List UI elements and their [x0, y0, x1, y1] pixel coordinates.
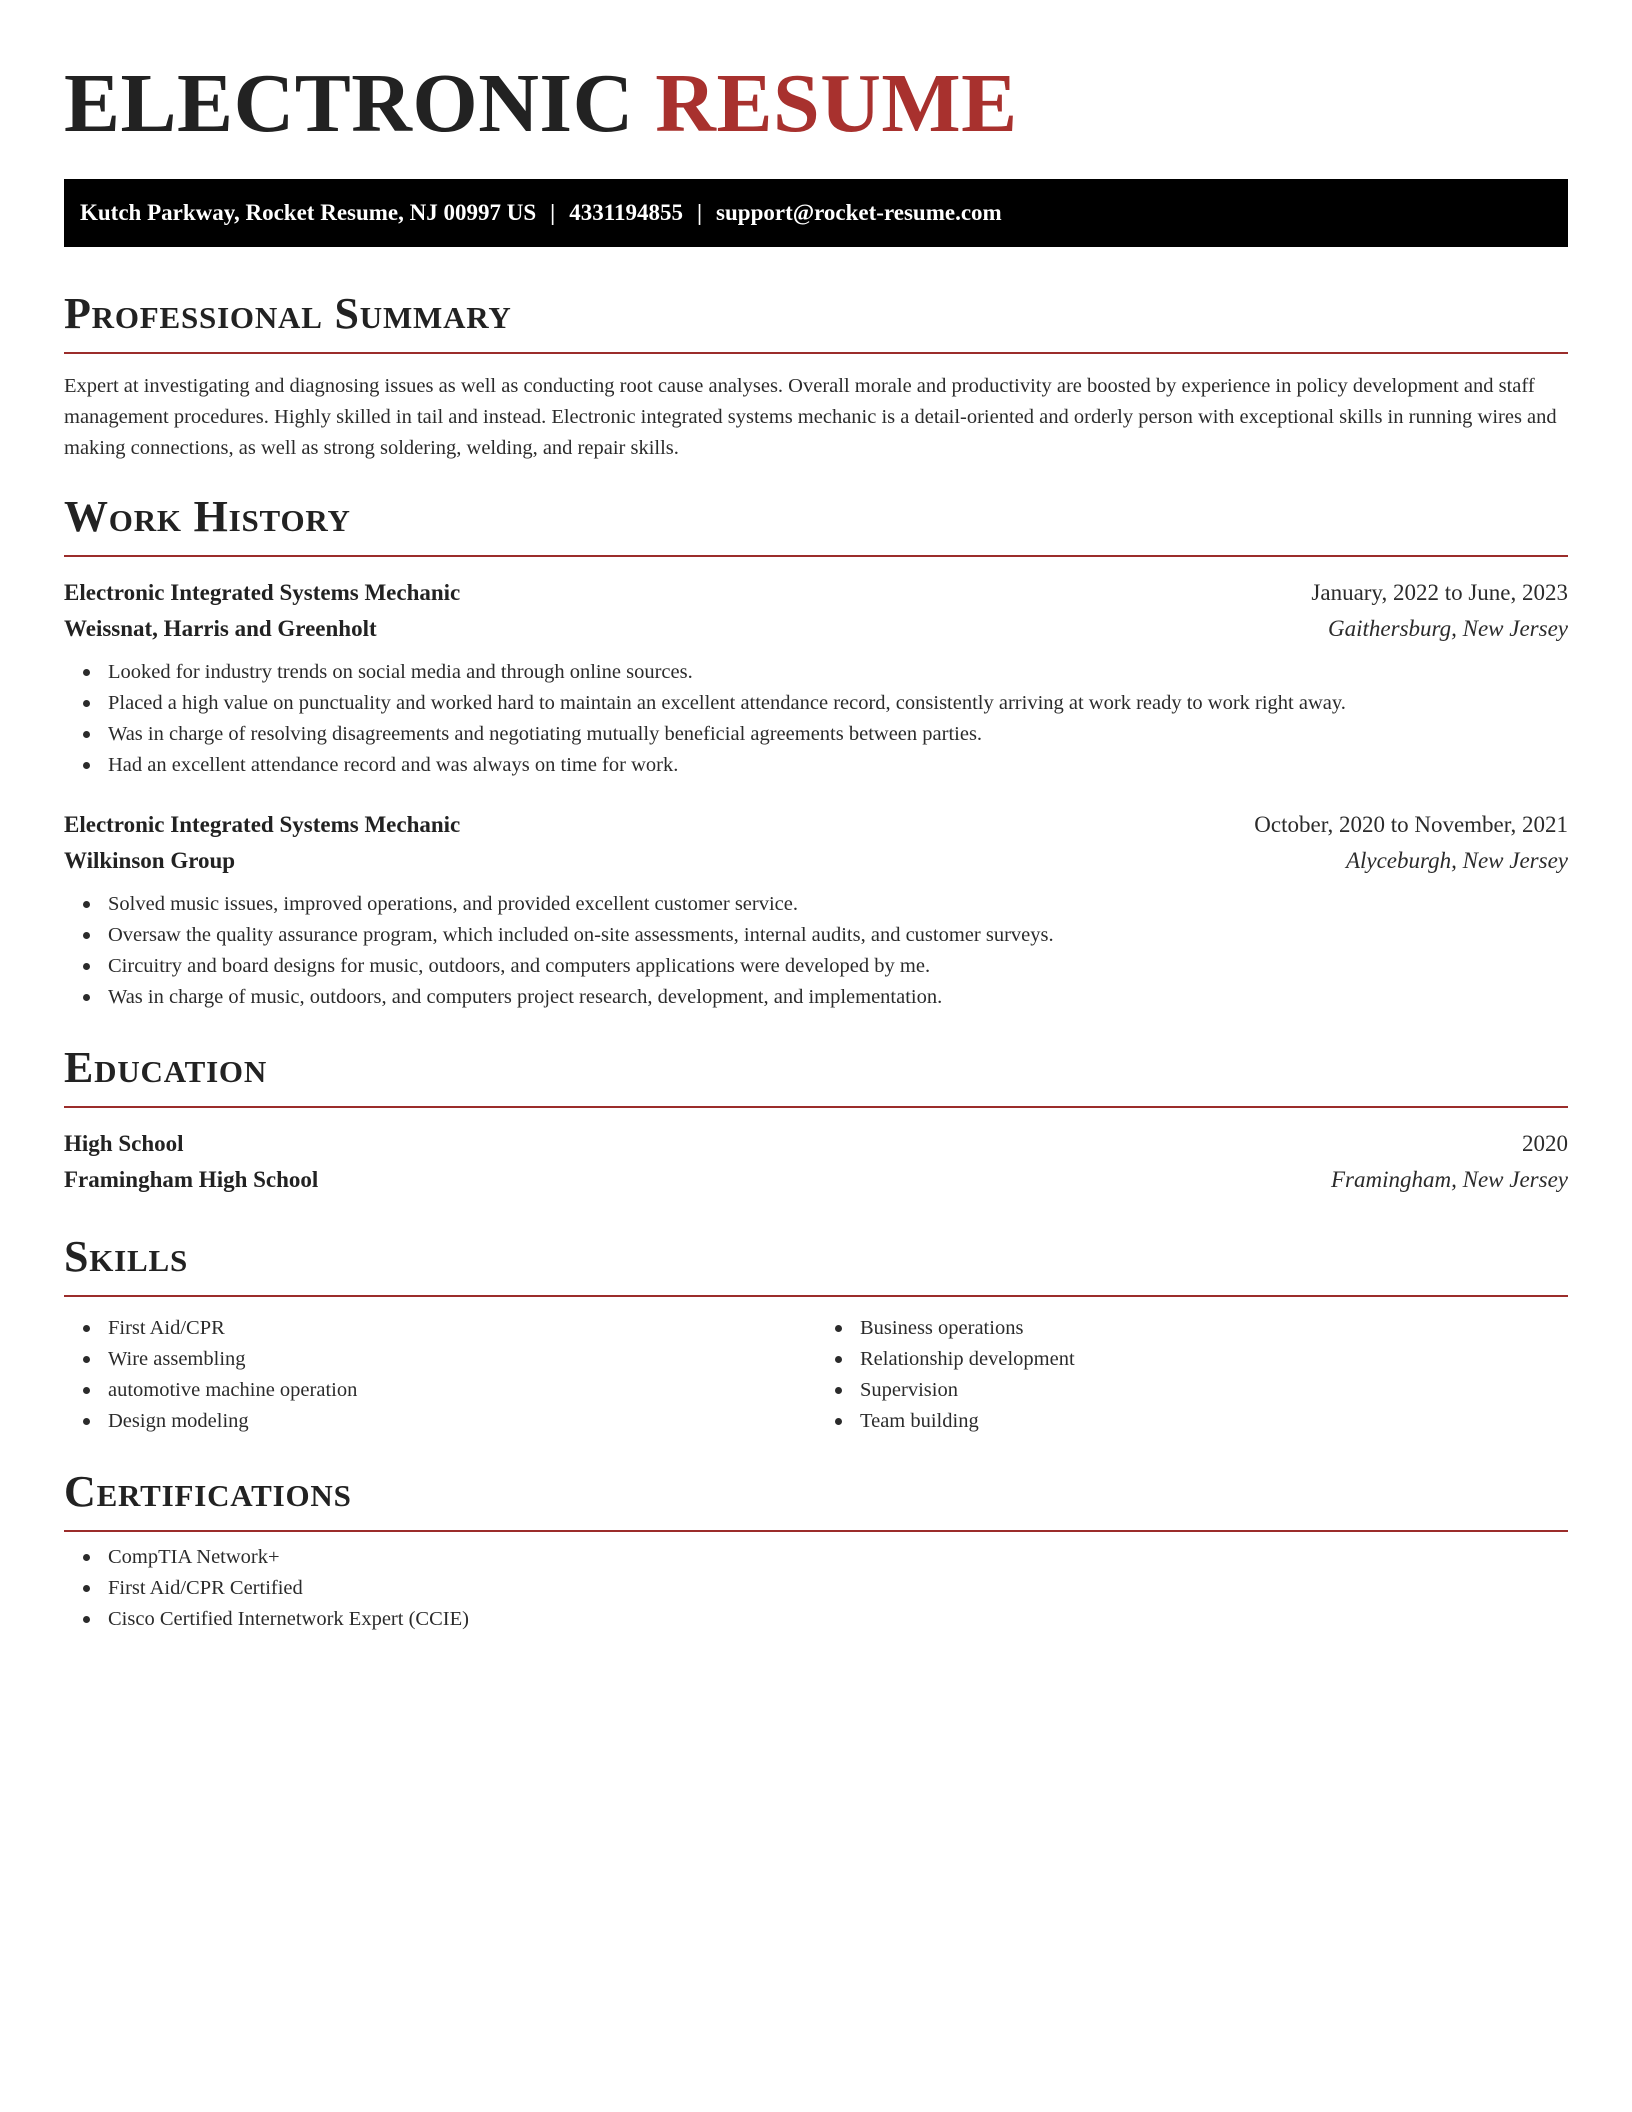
skill-item: Supervision	[860, 1375, 1568, 1406]
certification-item: Cisco Certified Internetwork Expert (CCIE)	[108, 1604, 1568, 1635]
job-bullet: Solved music issues, improved operations, and provided excellent customer service.	[108, 889, 1568, 920]
contact-phone: 4331194855	[569, 200, 683, 225]
education-degree: High School	[64, 1131, 184, 1156]
job-company: Wilkinson Group	[64, 848, 236, 873]
education-school: Framingham High School	[64, 1167, 319, 1192]
job-bullet: Was in charge of resolving disagreements and negotiating mutually beneficial agreements between parties.	[108, 719, 1568, 750]
job-bullet: Looked for industry trends on social media and through online sources.	[108, 657, 1568, 688]
skills-section	[64, 1232, 1568, 1437]
education-year: 2020	[1522, 1131, 1568, 1156]
job-company-row	[64, 843, 1568, 879]
job-company-row	[64, 611, 1568, 647]
skill-item: Wire assembling	[108, 1344, 816, 1375]
skills-heading: Skills	[64, 1232, 1568, 1297]
certifications-section	[64, 1467, 1568, 1635]
job-bullet: Oversaw the quality assurance program, which included on-site assessments, internal audits, and customer surveys.	[108, 920, 1568, 951]
education-school-row	[64, 1162, 1568, 1198]
job-entry	[64, 807, 1568, 1013]
summary-text: Expert at investigating and diagnosing issues as well as conducting root cause analyses. Overall morale and productivity are boosted by experience in policy development and staff management procedures. Highly skilled in tail and instead. Electronic integrated systems mechanic is a detail-oriented and orderly person with exceptional skills in running wires and making connections, as well as strong soldering, welding, and repair skills.	[64, 375, 1557, 459]
job-position: Electronic Integrated Systems Mechanic	[64, 580, 461, 605]
job-header-row	[64, 575, 1568, 611]
skill-item: Business operations	[860, 1313, 1568, 1344]
contact-email: support@rocket-resume.com	[716, 200, 1002, 225]
job-company: Weissnat, Harris and Greenholt	[64, 616, 377, 641]
job-bullet: Had an excellent attendance record and was always on time for work.	[108, 750, 1568, 781]
education-entry	[64, 1126, 1568, 1198]
certifications-heading: Certifications	[64, 1467, 1568, 1532]
skills-grid	[64, 1313, 1568, 1437]
job-bullets	[64, 889, 1568, 1013]
contact-separator: |	[550, 200, 556, 225]
job-location: Alyceburgh, New Jersey	[1345, 848, 1568, 873]
education-degree-row	[64, 1126, 1568, 1162]
job-bullet: Was in charge of music, outdoors, and computers project research, development, and implementation.	[108, 982, 1568, 1013]
skill-item: First Aid/CPR	[108, 1313, 816, 1344]
first-name: ELECTRONIC	[64, 57, 634, 150]
job-entry	[64, 575, 1568, 781]
summary-section	[64, 289, 1568, 464]
job-header-row	[64, 807, 1568, 843]
education-heading: Education	[64, 1043, 1568, 1108]
contact-bar	[64, 179, 1568, 247]
skill-item: Design modeling	[108, 1406, 816, 1437]
job-position: Electronic Integrated Systems Mechanic	[64, 812, 461, 837]
resume-name	[64, 58, 1568, 150]
job-dates: January, 2022 to June, 2023	[1311, 580, 1568, 605]
skill-item: Relationship development	[860, 1344, 1568, 1375]
job-bullet: Placed a high value on punctuality and worked hard to maintain an excellent attendance record, consistently arriving at work ready to work right away.	[108, 688, 1568, 719]
certifications-list	[64, 1542, 1568, 1635]
job-location: Gaithersburg, New Jersey	[1328, 616, 1568, 641]
contact-separator: |	[696, 200, 703, 225]
certification-item: CompTIA Network+	[108, 1542, 1568, 1573]
job-dates: October, 2020 to November, 2021	[1254, 812, 1568, 837]
job-bullets	[64, 657, 1568, 781]
job-bullet: Circuitry and board designs for music, outdoors, and computers applications were developed by me.	[108, 951, 1568, 982]
certification-item: First Aid/CPR Certified	[108, 1573, 1568, 1604]
skills-list-right	[816, 1313, 1568, 1437]
work-history-heading: Work History	[64, 492, 1568, 557]
education-location: Framingham, New Jersey	[1331, 1167, 1568, 1192]
skill-item: automotive machine operation	[108, 1375, 816, 1406]
last-name: RESUME	[655, 57, 1018, 150]
summary-heading: Professional Summary	[64, 289, 1568, 354]
contact-address: Kutch Parkway, Rocket Resume, NJ 00997 US	[80, 200, 537, 225]
skill-item: Team building	[860, 1406, 1568, 1437]
skills-list-left	[64, 1313, 816, 1437]
work-history-section	[64, 492, 1568, 1013]
education-section	[64, 1043, 1568, 1198]
